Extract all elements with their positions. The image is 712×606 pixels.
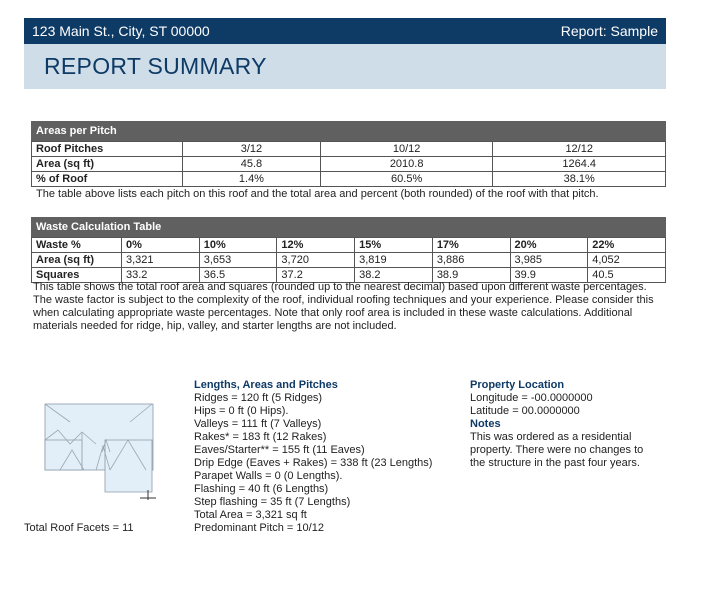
row-label: Squares — [32, 268, 122, 283]
table-cell: 36.5 — [199, 268, 277, 283]
table-cell: 12% — [277, 238, 355, 253]
page-title: REPORT SUMMARY — [44, 53, 267, 79]
list-item: Valleys = 111 ft (7 Valleys) — [194, 418, 322, 430]
table-cell: 3,985 — [510, 253, 588, 268]
table-cell: 17% — [432, 238, 510, 253]
list-item: Flashing = 40 ft (6 Lengths) — [194, 483, 329, 495]
list-item: Step flashing = 35 ft (7 Lengths) — [194, 496, 351, 508]
table-cell: 38.1% — [493, 172, 666, 187]
table-cell: 10% — [199, 238, 277, 253]
table-row — [32, 142, 666, 157]
table-cell: 37.2 — [277, 268, 355, 283]
property-location — [470, 379, 660, 470]
waste-table-note: This table shows the total roof area and squares (rounded up to the nearest decimal) based upon different waste percentages. The waste factor is subject to the complexity of the roof, individual roofing techniques and your experience. Please consider this when calculating appropriate waste percentages. Note that only roof area is included in these waste calculations. Additional materials needed for ridge, hip, valley, and starter lengths are not included. — [33, 281, 654, 332]
waste-calculation-section — [31, 217, 666, 283]
table-cell: 60.5% — [320, 172, 493, 187]
table-cell: 3,819 — [355, 253, 433, 268]
list-item: Eaves/Starter** = 155 ft (11 Eaves) — [194, 444, 365, 456]
list-item: Total Area = 3,321 sq ft — [194, 509, 307, 521]
lengths-title: Lengths, Areas and Pitches — [194, 379, 338, 391]
table-cell: 0% — [122, 238, 200, 253]
row-label: Waste % — [32, 238, 122, 253]
table-cell: 4,052 — [588, 253, 666, 268]
table-cell: 38.9 — [432, 268, 510, 283]
notes-text: This was ordered as a residential property. There were no changes to the structure in the past four years. — [470, 431, 644, 469]
row-label: % of Roof — [32, 172, 183, 187]
table-cell: 3,720 — [277, 253, 355, 268]
waste-calculation-table — [31, 237, 666, 283]
table-cell: 3,886 — [432, 253, 510, 268]
row-label: Area (sq ft) — [32, 157, 183, 172]
areas-per-pitch-title: Areas per Pitch — [31, 121, 666, 141]
property-address: 123 Main St., City, ST 00000 — [32, 23, 210, 39]
table-cell: 1.4% — [183, 172, 321, 187]
latitude: Latitude = 00.0000000 — [470, 405, 580, 417]
notes-title: Notes — [470, 418, 501, 430]
row-label: Roof Pitches — [32, 142, 183, 157]
table-cell: 3,321 — [122, 253, 200, 268]
table-cell: 12/12 — [493, 142, 666, 157]
total-roof-facets: Total Roof Facets = 11 — [24, 522, 134, 534]
table-cell: 2010.8 — [320, 157, 493, 172]
location-title: Property Location — [470, 379, 565, 391]
roof-diagram — [40, 400, 158, 500]
list-item: Drip Edge (Eaves + Rakes) = 338 ft (23 Lengths) — [194, 457, 433, 469]
title-bar — [24, 44, 666, 89]
table-cell: 22% — [588, 238, 666, 253]
list-item: Rakes* = 183 ft (12 Rakes) — [194, 431, 327, 443]
list-item: Hips = 0 ft (0 Hips). — [194, 405, 289, 417]
table-cell: 45.8 — [183, 157, 321, 172]
header-bar — [24, 18, 666, 44]
table-row — [32, 157, 666, 172]
table-cell: 15% — [355, 238, 433, 253]
table-cell: 10/12 — [320, 142, 493, 157]
row-label: Area (sq ft) — [32, 253, 122, 268]
table-cell: 38.2 — [355, 268, 433, 283]
list-item: Parapet Walls = 0 (0 Lengths). — [194, 470, 343, 482]
lengths-areas-pitches — [194, 379, 432, 535]
list-item: Ridges = 120 ft (5 Ridges) — [194, 392, 323, 404]
table-cell: 1264.4 — [493, 157, 666, 172]
areas-per-pitch-table — [31, 141, 666, 187]
waste-table-title: Waste Calculation Table — [31, 217, 666, 237]
table-row — [32, 238, 666, 253]
report-label: Report: Sample — [560, 23, 658, 39]
longitude: Longitude = -00.0000000 — [470, 392, 593, 404]
list-item: Predominant Pitch = 10/12 — [194, 522, 324, 534]
table-row — [32, 172, 666, 187]
table-cell: 39.9 — [510, 268, 588, 283]
table-cell: 3/12 — [183, 142, 321, 157]
table-cell: 40.5 — [588, 268, 666, 283]
areas-per-pitch-section — [31, 121, 666, 201]
pitch-table-note: The table above lists each pitch on this roof and the total area and percent (both rounded) of the roof with that pitch. — [36, 188, 599, 200]
table-row — [32, 253, 666, 268]
table-cell: 33.2 — [122, 268, 200, 283]
table-cell: 3,653 — [199, 253, 277, 268]
table-cell: 20% — [510, 238, 588, 253]
